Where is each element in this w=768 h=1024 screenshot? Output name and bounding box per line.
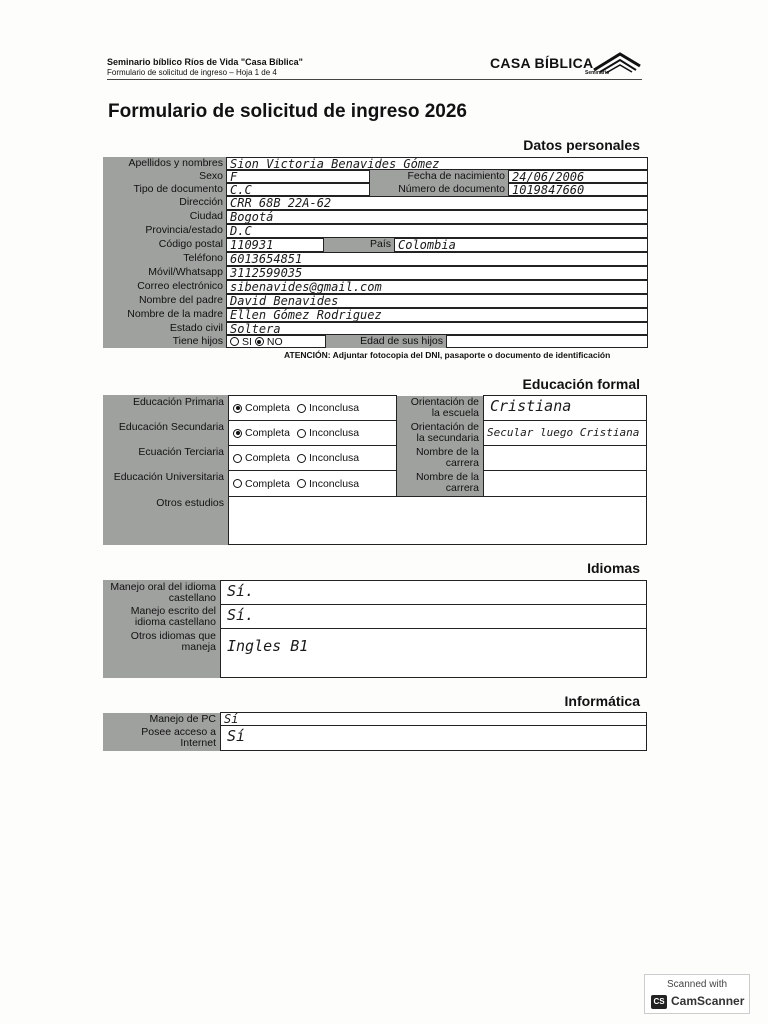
tipo-documento-label: Tipo de documento <box>103 183 226 196</box>
estado-civil-label: Estado civil <box>103 322 226 335</box>
acceso-internet-field[interactable]: Sí <box>220 725 647 751</box>
carrera-universitaria-label: Nombre de la carrera <box>397 471 483 497</box>
correo-field[interactable]: sibenavides@gmail.com <box>226 280 648 294</box>
terciaria-completa-radio[interactable] <box>233 454 242 463</box>
terciaria-inconclusa-radio[interactable] <box>297 454 306 463</box>
universitaria-label: Educación Universitaria <box>103 471 228 496</box>
otros-estudios-label: Otros estudios <box>103 497 228 511</box>
seminary-name: Seminario bíblico Ríos de Vida "Casa Bíblica" <box>107 57 303 67</box>
fecha-nacimiento-field[interactable]: 24/06/2006 <box>508 170 648 183</box>
secundaria-inconclusa-label: Inconclusa <box>308 427 360 439</box>
fecha-nacimiento-label: Fecha de nacimiento <box>370 170 508 183</box>
carrera-terciaria-field[interactable] <box>483 445 647 471</box>
section-heading-education: Educación formal <box>522 376 640 392</box>
universitaria-completa-label: Completa <box>245 477 290 490</box>
brand-name: CASA BÍBLICA <box>490 55 594 71</box>
secundaria-completa-radio[interactable] <box>233 429 242 438</box>
tipo-documento-field[interactable]: C.C <box>226 183 370 196</box>
section-heading-personal: Datos personales <box>523 137 640 153</box>
primaria-inconclusa-label: Inconclusa <box>308 402 360 414</box>
apellidos-field[interactable]: Sion Victoria Benavides Gómez <box>226 157 648 170</box>
orientacion-escuela-field[interactable]: Cristiana <box>483 395 647 421</box>
padre-field[interactable]: David Benavides <box>226 294 648 308</box>
tiene-hijos-options <box>226 335 326 348</box>
orientacion-secundaria-field[interactable]: Secular luego Cristiana <box>483 420 647 446</box>
escrito-castellano-field[interactable]: Sí. <box>220 604 647 629</box>
telefono-label: Teléfono <box>103 252 226 266</box>
primaria-options <box>228 395 397 421</box>
numero-documento-label: Número de documento <box>370 183 508 196</box>
universitaria-inconclusa-radio[interactable] <box>297 479 306 488</box>
primaria-label: Educación Primaria <box>103 396 228 421</box>
codigo-postal-field[interactable]: 110931 <box>226 238 324 252</box>
carrera-universitaria-field[interactable] <box>483 470 647 497</box>
secundaria-completa-label: Completa <box>245 427 290 439</box>
casa-roof-logo-icon <box>592 50 642 76</box>
manejo-pc-label: Manejo de PC <box>103 713 220 726</box>
provincia-field[interactable]: D.C <box>226 224 648 238</box>
page-title: Formulario de solicitud de ingreso 2026 <box>108 101 467 122</box>
apellidos-label: Apellidos y nombres <box>103 157 226 170</box>
primaria-completa-label: Completa <box>245 402 290 414</box>
brand-subtitle: Seminario <box>585 70 610 76</box>
orientacion-escuela-label: Orientación de la escuela <box>397 396 483 421</box>
secundaria-options <box>228 420 397 446</box>
movil-field[interactable]: 3112599035 <box>226 266 648 280</box>
provincia-label: Provincia/estado <box>103 224 226 238</box>
otros-idiomas-label: Otros idiomas que maneja <box>103 630 220 656</box>
movil-label: Móvil/Whatsapp <box>103 266 226 280</box>
direccion-field[interactable]: CRR 68B 22A-62 <box>226 196 648 210</box>
acceso-internet-label: Posee acceso a Internet <box>103 726 220 751</box>
codigo-postal-label: Código postal <box>103 238 226 252</box>
otros-estudios-field[interactable] <box>228 496 647 545</box>
section-heading-computing: Informática <box>564 693 640 709</box>
carrera-terciaria-label: Nombre de la carrera <box>397 446 483 471</box>
estado-civil-field[interactable]: Soltera <box>226 322 648 335</box>
sexo-label: Sexo <box>103 170 226 183</box>
universitaria-inconclusa-label: Inconclusa <box>308 477 360 490</box>
madre-field[interactable]: Ellen Gómez Rodriguez <box>226 308 648 322</box>
hijos-si-label: SI <box>242 335 252 348</box>
attention-note: ATENCIÓN: Adjuntar fotocopia del DNI, pasaporte o documento de identificación <box>284 350 611 360</box>
orientacion-secundaria-label: Orientación de la secundaria <box>397 421 483 446</box>
hijos-si-radio[interactable] <box>230 337 239 346</box>
madre-label: Nombre de la madre <box>103 308 226 322</box>
camscanner-watermark <box>644 974 750 1014</box>
escrito-castellano-label: Manejo escrito del idioma castellano <box>103 605 220 629</box>
universitaria-completa-radio[interactable] <box>233 479 242 488</box>
sexo-field[interactable]: F <box>226 170 370 183</box>
hijos-no-radio[interactable] <box>255 337 264 346</box>
primaria-inconclusa-radio[interactable] <box>297 404 306 413</box>
primaria-completa-radio[interactable] <box>233 404 242 413</box>
oral-castellano-label: Manejo oral del idioma castellano <box>103 581 220 605</box>
universitaria-options <box>228 470 397 497</box>
edad-hijos-field[interactable] <box>446 335 648 348</box>
edad-hijos-label: Edad de sus hijos <box>326 335 446 348</box>
terciaria-completa-label: Completa <box>245 452 290 464</box>
camscanner-logo-icon: CS <box>651 995 667 1009</box>
form-page-info: Formulario de solicitud de ingreso – Hoja 1 de 4 <box>107 68 277 77</box>
manejo-pc-field[interactable]: Sí <box>220 712 647 726</box>
watermark-top-text: Scanned with <box>667 979 728 990</box>
terciaria-inconclusa-label: Inconclusa <box>308 452 360 464</box>
pais-field[interactable]: Colombia <box>394 238 648 252</box>
direccion-label: Dirección <box>103 196 226 210</box>
terciaria-label: Ecuación Terciaria <box>103 446 228 471</box>
tiene-hijos-label: Tiene hijos <box>103 335 226 348</box>
header-divider <box>107 79 642 80</box>
telefono-field[interactable]: 6013654851 <box>226 252 648 266</box>
oral-castellano-field[interactable]: Sí. <box>220 580 647 605</box>
padre-label: Nombre del padre <box>103 294 226 308</box>
otros-idiomas-field[interactable]: Ingles B1 <box>220 628 647 678</box>
pais-label: País <box>324 238 394 252</box>
ciudad-label: Ciudad <box>103 210 226 224</box>
section-heading-languages: Idiomas <box>587 560 640 576</box>
hijos-no-label: NO <box>266 335 283 348</box>
numero-documento-field[interactable]: 1019847660 <box>508 183 648 196</box>
secundaria-label: Educación Secundaria <box>103 421 228 446</box>
secundaria-inconclusa-radio[interactable] <box>297 429 306 438</box>
watermark-brand: CamScanner <box>671 994 745 1008</box>
terciaria-options <box>228 445 397 471</box>
ciudad-field[interactable]: Bogotá <box>226 210 648 224</box>
correo-label: Correo electrónico <box>103 280 226 294</box>
